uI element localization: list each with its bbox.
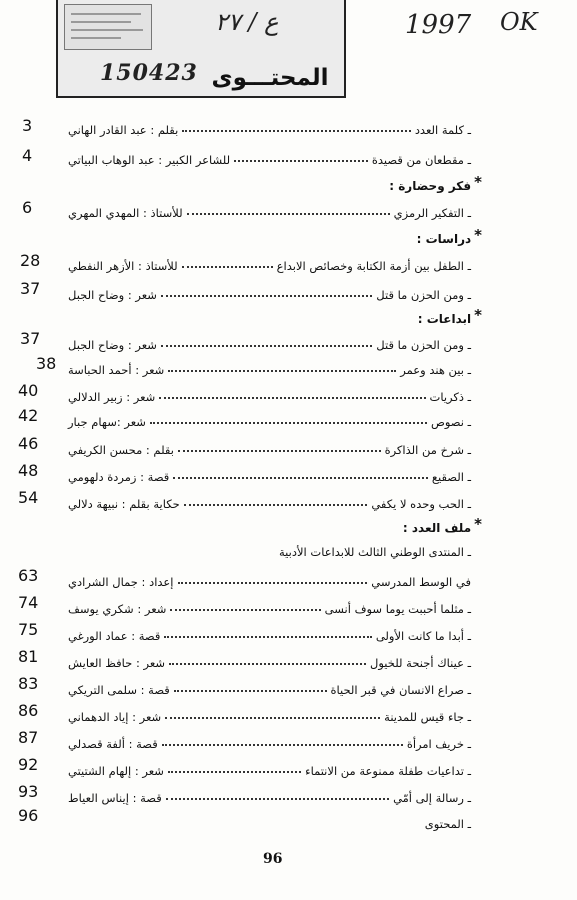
entry-author: إعداد : جمال الشرادي bbox=[68, 575, 174, 589]
entry-title: ـ شرخ من الذاكرة bbox=[384, 443, 471, 457]
leader-dots bbox=[182, 256, 273, 268]
entry-page: 40 bbox=[18, 381, 39, 400]
toc-entry bbox=[68, 362, 471, 380]
entry-title: ـ عيناك أجنحة للخيول bbox=[370, 656, 471, 670]
entry-author: شعر : وضاح الجبل bbox=[68, 288, 157, 302]
toc-entry bbox=[68, 469, 471, 487]
entry-author: شعر : إلهام الشتيتي bbox=[68, 764, 164, 778]
entry-page: 28 bbox=[20, 251, 41, 270]
entry-title: ـ رسالة إلى أمّي bbox=[393, 791, 471, 805]
entry-page: 4 bbox=[22, 146, 33, 165]
entry-title: ـ تداعيات طفلة ممنوعة من الانتماء bbox=[305, 764, 471, 778]
leader-dots bbox=[234, 150, 368, 162]
page-number: 96 bbox=[263, 851, 283, 867]
leader-dots bbox=[169, 653, 366, 665]
leader-dots bbox=[159, 387, 425, 399]
page-title: المحتـــوى bbox=[211, 65, 329, 91]
entry-author: للشاعر الكبير : عبد الوهاب البياتي bbox=[68, 153, 231, 167]
toc-entry bbox=[68, 763, 471, 781]
entry-page: 6 bbox=[22, 198, 33, 217]
entry-author: شعر : إياد الدهماني bbox=[68, 710, 162, 724]
toc-entry bbox=[68, 205, 471, 223]
entry-author: للأستاذ : الأزهر النفطي bbox=[68, 259, 178, 273]
entry-page: 48 bbox=[18, 461, 39, 480]
entry-page: 74 bbox=[18, 593, 39, 612]
entry-title: ـ المنتدى الوطني الثالث للابداعات الأدبية bbox=[279, 545, 471, 559]
toc-entry bbox=[68, 574, 471, 592]
entry-title: ـ الطفل بين أزمة الكتابة وخصائص الابداع bbox=[276, 259, 471, 273]
section-heading-dirasat: *دراسات : bbox=[416, 226, 482, 246]
entry-page: 46 bbox=[18, 434, 39, 453]
entry-author: قصة : ألفة قصدلي bbox=[68, 737, 158, 751]
entry-page: 37 bbox=[20, 329, 41, 348]
leader-dots bbox=[161, 285, 372, 297]
toc-entry bbox=[68, 389, 471, 407]
entry-author: قصة : سلمى التريكي bbox=[68, 683, 170, 697]
toc-entry bbox=[68, 496, 471, 514]
toc-entry bbox=[68, 442, 471, 460]
entry-page: 87 bbox=[18, 728, 39, 747]
entry-page: 92 bbox=[18, 755, 39, 774]
toc-entry bbox=[68, 122, 471, 140]
entry-title: ـ المحتوى bbox=[424, 817, 471, 831]
toc-entry bbox=[68, 655, 471, 673]
entry-author: حكاية بقلم : نبيهة دلالي bbox=[68, 497, 180, 511]
entry-title: ـ خريف امرأة bbox=[406, 737, 471, 751]
entry-title: ـ جاء قيس للمدينة bbox=[384, 710, 471, 724]
entry-title: ـ الحب وحده لا يكفي bbox=[371, 497, 471, 511]
entry-title: ـ ذكريات bbox=[429, 390, 471, 404]
toc-entry bbox=[68, 287, 471, 305]
entry-page: 42 bbox=[18, 406, 39, 425]
leader-dots bbox=[178, 572, 368, 584]
entry-author: قصة : إيناس العياط bbox=[68, 791, 162, 805]
toc-entry bbox=[68, 817, 471, 835]
toc-entry bbox=[68, 628, 471, 646]
entry-page: 3 bbox=[22, 116, 33, 135]
entry-title: ـ ومن الحزن ما قتل bbox=[376, 338, 471, 352]
entry-page: 83 bbox=[18, 674, 39, 693]
leader-dots bbox=[150, 412, 427, 424]
entry-author: قصة : زمردة دلهومي bbox=[68, 470, 170, 484]
toc-entry bbox=[68, 682, 471, 700]
entry-author: بقلم : عبد القادر الهاني bbox=[68, 123, 179, 137]
entry-page: 93 bbox=[18, 782, 39, 801]
entry-author: للأستاذ : المهدي المهري bbox=[68, 206, 183, 220]
entry-author: شعر : أحمد الحباسة bbox=[68, 363, 165, 377]
leader-dots bbox=[178, 440, 381, 452]
leader-dots bbox=[166, 788, 389, 800]
handwritten-reference: ع / ٢٧ bbox=[215, 8, 279, 36]
entry-author: شعر : وضاح الجبل bbox=[68, 338, 157, 352]
leader-dots bbox=[161, 335, 372, 347]
toc-entry bbox=[68, 152, 471, 170]
toc-entry bbox=[68, 709, 471, 727]
leader-dots bbox=[168, 761, 301, 773]
handwritten-inventory-number: 150423 bbox=[100, 60, 198, 86]
toc-entry bbox=[68, 258, 471, 276]
entry-title: ـ أبدا ما كانت الأولى bbox=[375, 629, 471, 643]
entry-title: ـ صراع الانسان في قبر الحياة bbox=[330, 683, 471, 697]
section-heading-fikr: *فكر وحضارة : bbox=[389, 173, 482, 193]
leader-dots bbox=[170, 599, 320, 611]
stamp-label-box bbox=[64, 4, 152, 50]
toc-entry bbox=[68, 545, 471, 563]
entry-title: ـ كلمة العدد bbox=[414, 123, 471, 137]
leader-dots bbox=[173, 467, 428, 479]
leader-dots bbox=[174, 680, 327, 692]
entry-title: ـ مقطعان من قصيدة bbox=[371, 153, 471, 167]
toc-entry bbox=[68, 736, 471, 754]
entry-title: ـ ومن الحزن ما قتل bbox=[376, 288, 471, 302]
entry-author: شعر : زبير الدلالي bbox=[68, 390, 156, 404]
entry-title: ـ نصوص bbox=[430, 415, 471, 429]
entry-page: 38 bbox=[36, 354, 57, 373]
leader-dots bbox=[165, 707, 380, 719]
entry-author: شعر : شكري يوسف bbox=[68, 602, 167, 616]
toc-entry bbox=[68, 790, 471, 808]
toc-entry bbox=[68, 337, 471, 355]
entry-title: ـ بين هند وعمر bbox=[400, 363, 471, 377]
section-heading-malaf: *ملف العدد : bbox=[402, 515, 482, 535]
entry-title: ـ التفكير الرمزي bbox=[393, 206, 471, 220]
entry-title: ـ الصقيع bbox=[431, 470, 471, 484]
entry-page: 86 bbox=[18, 701, 39, 720]
leader-dots bbox=[168, 360, 396, 372]
entry-page: 37 bbox=[20, 279, 41, 298]
entry-page: 54 bbox=[18, 488, 39, 507]
entry-author: شعر : حافظ العايش bbox=[68, 656, 166, 670]
leader-dots bbox=[184, 494, 368, 506]
section-heading-ibdaat: *ابداعات : bbox=[417, 306, 482, 326]
entry-page: 63 bbox=[18, 566, 39, 585]
entry-page: 75 bbox=[18, 620, 39, 639]
handwritten-code: 1997 bbox=[405, 10, 472, 40]
leader-dots bbox=[187, 203, 390, 215]
leader-dots bbox=[182, 120, 410, 132]
entry-page: 96 bbox=[18, 806, 39, 825]
entry-title: ـ مثلما أحببت يوما سوف أنسى bbox=[324, 602, 471, 616]
handwritten-ok: OK bbox=[500, 8, 538, 36]
entry-author: شعر :سهام جبار bbox=[68, 415, 146, 429]
leader-dots bbox=[164, 626, 371, 638]
toc-entry bbox=[68, 601, 471, 619]
entry-author: قصة : عماد الورغي bbox=[68, 629, 161, 643]
leader-dots bbox=[162, 734, 403, 746]
toc-entry bbox=[68, 414, 471, 432]
entry-page: 81 bbox=[18, 647, 39, 666]
entry-title: في الوسط المدرسي bbox=[371, 575, 471, 589]
entry-author: بقلم : محسن الكريفي bbox=[68, 443, 174, 457]
